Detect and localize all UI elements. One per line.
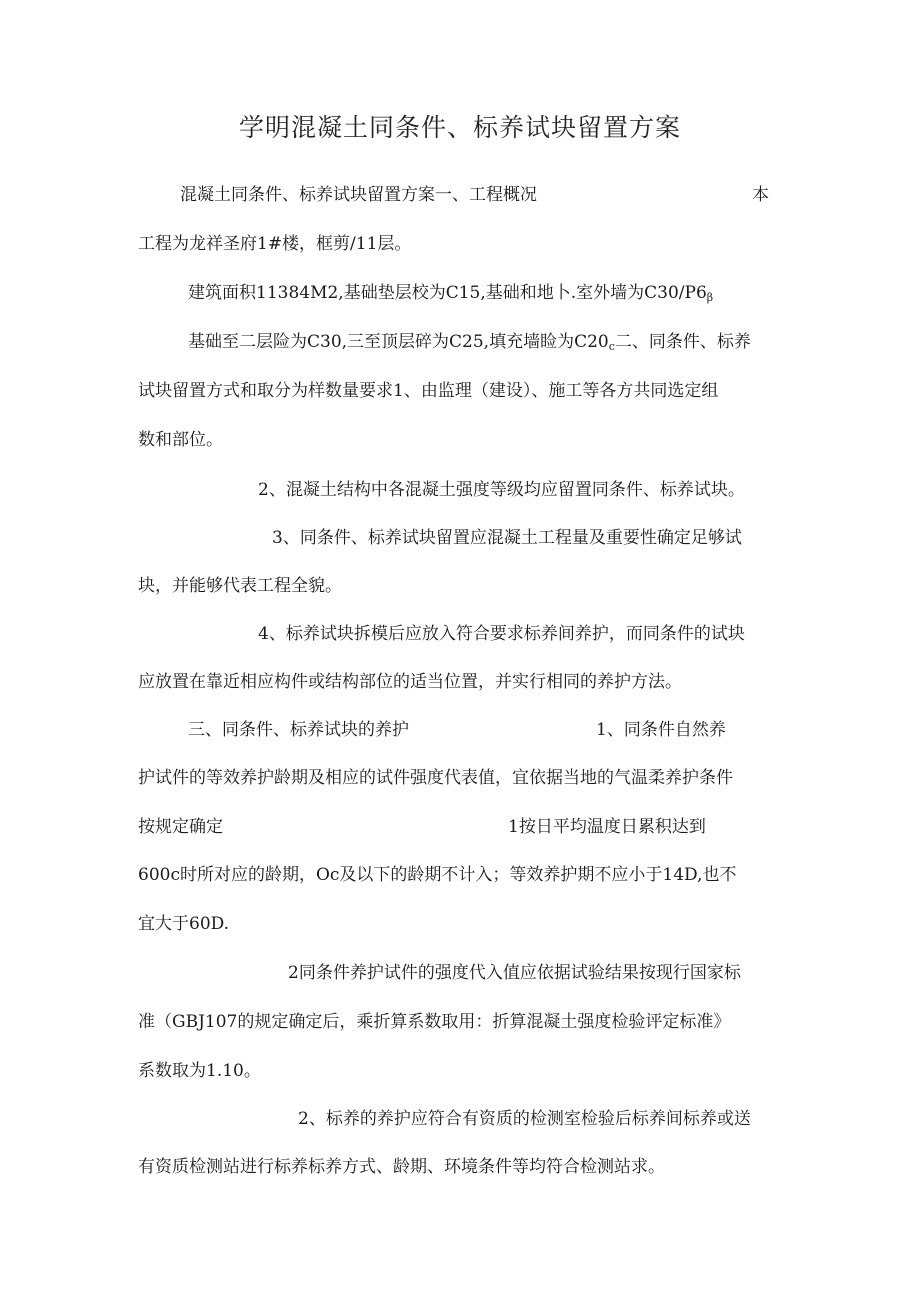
text-line-1b: 本 <box>752 185 769 205</box>
text-line-3 <box>188 282 713 309</box>
text-line-4-main: 基础至二层险为C30,三至顶层碎为C25,填充墙睑为C20 <box>188 332 609 352</box>
text-line-8: 3、同条件、标养试块留置应混凝土工程量及重要性确定足够试 <box>272 528 742 548</box>
text-line-4-subscript: c <box>608 340 615 353</box>
text-line-1a: 混凝土同条件、标养试块留置方案一、工程概况 <box>180 185 537 205</box>
text-line-3-subscript: β <box>706 291 714 304</box>
text-line-9: 块，并能够代表工程全貌。 <box>138 576 342 596</box>
document-title: 学明混凝土同条件、标养试块留置方案 <box>238 113 681 142</box>
text-line-14a: 按规定确定 <box>138 817 223 837</box>
text-line-20: 2、标养的养护应符合有资质的检测室检验后标养间标养或送 <box>298 1109 751 1129</box>
text-line-15: 600c时所对应的龄期，Oc及以下的龄期不计入；等效养护期不应小于14D,也不 <box>138 865 737 885</box>
text-line-3-main: 建筑面积11384M2,基础垫层校为C15,基础和地卜.室外墙为C30/P6 <box>188 283 707 303</box>
text-line-4 <box>188 331 751 358</box>
text-line-16: 宜大于60D. <box>138 914 230 934</box>
text-line-7: 2、混凝土结构中各混凝土强度等级均应留置同条件、标养试块。 <box>258 480 745 500</box>
text-line-2: 工程为龙祥圣府1#楼，框剪/11层。 <box>138 234 412 254</box>
text-line-13: 护试件的等效养护龄期及相应的试件强度代表值，宜依据当地的气温柔养护条件 <box>138 768 733 788</box>
text-line-6: 数和部位。 <box>138 430 223 450</box>
text-line-19: 系数取为1.10。 <box>138 1061 261 1081</box>
text-line-10: 4、标养试块拆模后应放入符合要求标养间养护，而同条件的试块 <box>258 624 745 644</box>
text-line-14b: 1按日平均温度日累积达到 <box>508 817 706 837</box>
text-line-5: 试块留置方式和取分为样数量要求1、由监理（建设）、施工等各方共同选定组 <box>138 381 719 401</box>
text-line-18: 准（GBJ107的规定确定后，乘折算系数取用：折算混凝土强度检验评定标准》 <box>138 1012 731 1032</box>
text-line-21: 有资质检测站进行标养标养方式、龄期、环境条件等均符合检测站求。 <box>138 1157 665 1177</box>
text-line-11: 应放置在靠近相应构件或结构部位的适当位置，并实行相同的养护方法。 <box>138 672 682 692</box>
text-line-12b: 1、同条件自然养 <box>596 720 726 740</box>
text-line-17: 2同条件养护试件的强度代入值应依据试验结果按现行国家标 <box>288 963 741 983</box>
text-line-12a: 三、同条件、标养试块的养护 <box>188 720 409 740</box>
text-line-4-tail: 二、同条件、标养 <box>614 332 751 352</box>
